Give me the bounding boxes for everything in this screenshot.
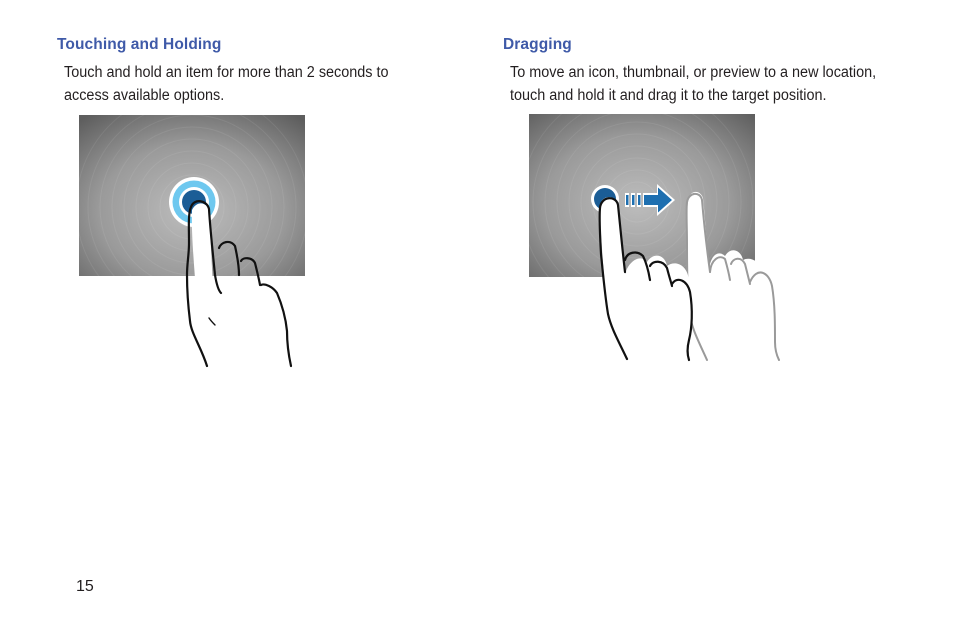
section-touching-holding (57, 36, 477, 107)
touch-and-hold-illustration (79, 115, 309, 370)
drag-illustration (529, 114, 789, 364)
section-body: Touch and hold an item for more than 2 seconds to access available options. (64, 64, 389, 104)
section-heading: Touching and Holding (57, 36, 222, 53)
section-dragging (503, 36, 923, 107)
section-body: To move an icon, thumbnail, or preview to a new location, touch and hold it and drag it to the target position. (510, 64, 877, 104)
page-number: 15 (76, 578, 94, 595)
section-heading: Dragging (503, 36, 572, 53)
